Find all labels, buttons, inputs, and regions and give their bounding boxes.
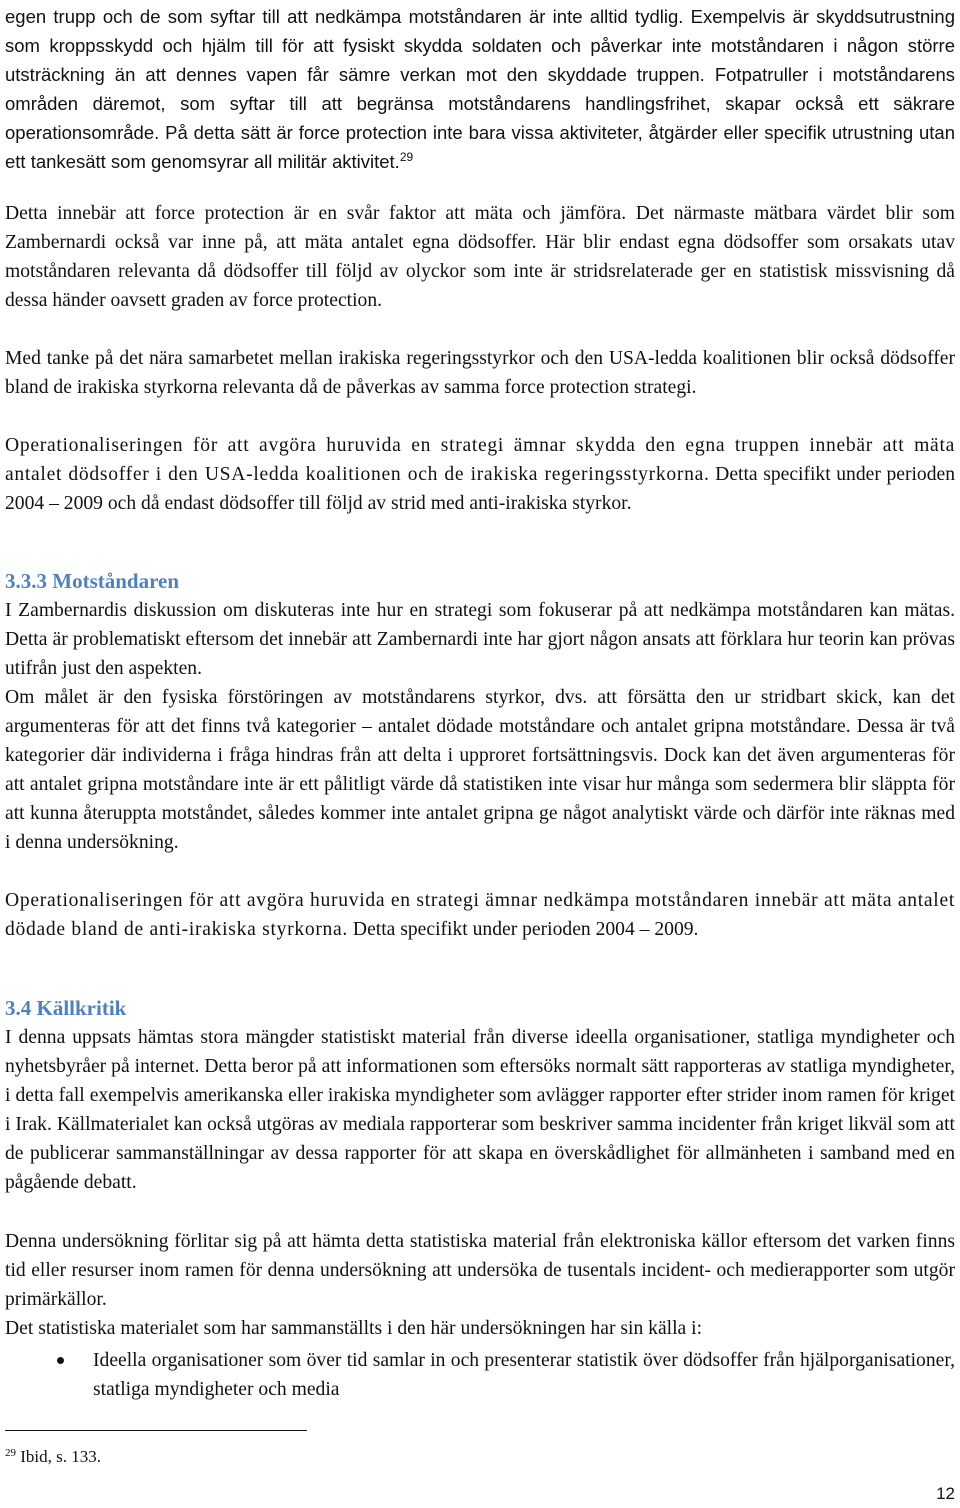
paragraph-source-list-intro [5, 1314, 955, 1343]
paragraph-text: Detta innebär att force protection är en svår faktor att mäta och jämföra. Det närmaste mätbara värdet blir som Zambernardi också var inne på, att mäta antalet egna dödsoffer. Här blir endast egna dödsoffer som orsakats utav motståndaren relevanta då dödsoffer till följd av olyckor som inte är stridsrelaterade ger en statistisk missvisning då dessa händer oavsett graden av force protection. [5, 203, 955, 311]
list-item-text: Ideella organisationer som över tid samlar in och presenterar statistik över dödsoffer från hjälporganisationer, statliga myndigheter och media [93, 1350, 955, 1400]
paragraph-zambernardi [5, 596, 955, 683]
page-number: 12 [936, 1484, 955, 1503]
paragraph-text: egen trupp och de som syftar till att nedkämpa motståndaren är inte alltid tydlig. Exempelvis är skyddsutrustning som kroppsskydd och hjälm till för att fysiskt skydda soldaten och påverkar inte motståndaren i någon större utsträckning än att dennes vapen får sämre verkan mot den skyddade truppen. [5, 6, 955, 85]
footnote-number: 29 [5, 1447, 16, 1459]
paragraph-text: Fotpatruller i motståndarens områden däremot, som syftar till att begränsa motståndarens handlingsfrihet, skapar också ett säkrare operationsområde. [5, 64, 955, 143]
paragraph-operationalisation-enemy [5, 886, 955, 944]
paragraph-text: Denna undersökning förlitar sig på att hämta detta statistiska material från elektroniska källor eftersom det varken finns tid eller resurser inom ramen för denna undersökning att undersöka de tusentals incident- och medierapporter som utgör primärkällor. [5, 1231, 955, 1310]
paragraph-text: Operationaliseringen för att avgöra huruvida en strategi ämnar nedkämpa motståndaren innebär att mäta antalet dödade bland de anti-irakiska styrkorna. [5, 890, 955, 940]
paragraph-text: Det statistiska materialet som har sammanställts i den här undersökningen har sin källa i: [5, 1318, 703, 1339]
bullet-icon [57, 1357, 64, 1364]
paragraph-categories [5, 683, 955, 857]
paragraph-electronic-sources [5, 1227, 955, 1314]
footnote-text: Ibid, s. 133. [16, 1447, 101, 1466]
paragraph-text: I Zambernardis diskussion om diskuteras inte hur en strategi som fokuserar på att nedkämpa motståndaren kan mätas. Detta är problematiskt eftersom det innebär att Zambernardi inte har gjort någon ansats att förklara hur teorin kan prövas utifrån just den aspekten. [5, 600, 955, 679]
paragraph-sources [5, 1023, 955, 1197]
paragraph-text: Operationaliseringen för att avgöra huruvida en strategi ämnar skydda den egna truppen innebär att mäta antalet dödsoffer i den USA-ledda koalitionen och de irakiska regeringsstyrkorna. [5, 435, 955, 485]
paragraph-operationalisation-protection [5, 431, 955, 518]
footnote-reference: 29 [399, 150, 414, 164]
source-list [5, 1346, 955, 1404]
paragraph-text: Detta specifikt under perioden 2004 – 2009. [348, 919, 699, 940]
paragraph-text: Om målet är den fysiska förstöringen av motståndarens styrkor, dvs. att försätta den ur stridbart skick, kan det argumenteras för att det finns två kategorier – antalet dödade motståndare och antalet gripna motståndare. Dessa är två kategorier där individerna i fråga hindras från att delta i upproret fortsättningsvis. Dock kan det även argumenteras för att antalet gripna motståndare inte är ett pålitligt värde då statistiken inte visar hur många som sedermera blir släppta för att kunna återuppta motståndet, således kommer inte antalet gripna ge något analytiskt värde och därför inte räknas med i denna undersökning. [5, 687, 955, 853]
list-item [5, 1346, 955, 1404]
paragraph-text: I denna uppsats hämtas stora mängder statistiskt material från diverse ideella organisationer, statliga myndigheter och nyhetsbyråer på internet. Detta beror på att informationen som eftersöks normalt sätt rapporteras av statliga myndigheter, i detta fall exempelvis amerikanska eller irakiska myndigheter som avlägger rapporter efter strider inom ramen för kriget i Irak. Källmaterialet kan också utgöras av mediala rapporterar som beskriver samma incidenter från kriget likväl som att de publicerar sammanställningar av dessa rapporter för att skapa en överskådlighet för allmänheten i samband med en pågående debatt. [5, 1027, 955, 1193]
footnote [5, 1446, 101, 1468]
section-heading-kallkritik: 3.4 Källkritik [5, 996, 127, 1020]
footnote-separator [5, 1430, 307, 1431]
paragraph-measurement [5, 199, 955, 315]
paragraph-cooperation [5, 344, 955, 402]
paragraph-text: Detta specifikt under perioden 2004 – 2009 och då endast dödsoffer till följd av strid med anti-irakiska styrkor. [5, 464, 956, 514]
paragraph-text: Med tanke på det nära samarbetet mellan irakiska regeringsstyrkor och den USA-ledda koalitionen blir också dödsoffer bland de irakiska styrkorna relevanta då de påverkas av samma force protection strategi. [5, 348, 955, 398]
section-heading-motstandaren: 3.3.3 Motståndaren [5, 569, 180, 593]
paragraph-force-protection-intro [5, 2, 955, 176]
paragraph-text: På detta sätt är force protection inte bara vissa aktiviteter, åtgärder eller specifik utrustning utan ett tankesätt som genomsyrar all militär aktivitet. [5, 122, 956, 172]
